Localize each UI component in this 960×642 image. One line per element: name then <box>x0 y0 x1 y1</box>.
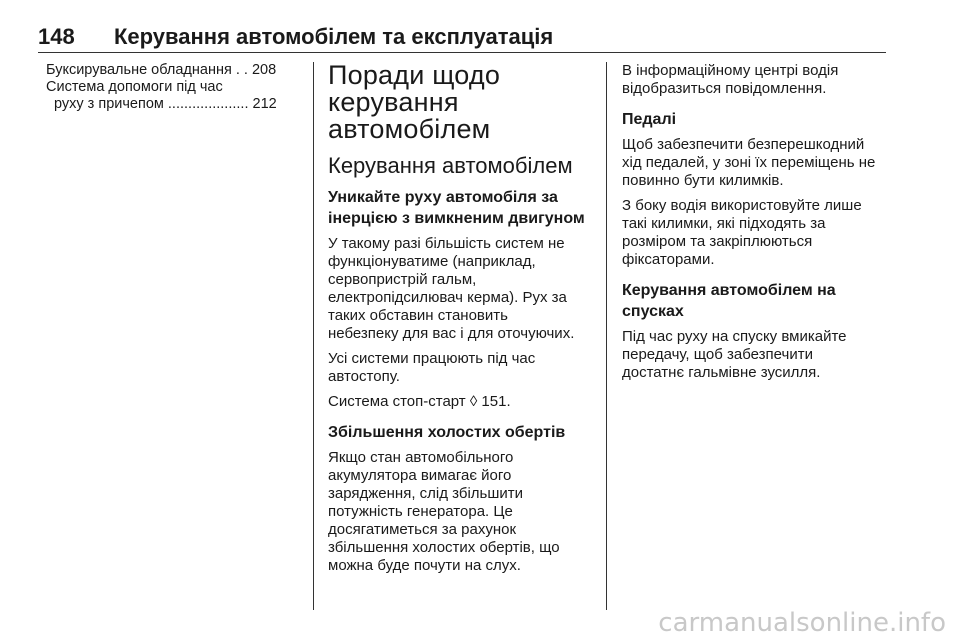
heading-line: керування <box>328 87 459 117</box>
text-line: зарядження, слід збільшити <box>328 485 524 502</box>
text-line: автостопу. <box>328 368 400 385</box>
heading-line: Уникайте руху автомобіля за <box>328 189 558 206</box>
text-line: можна буде почути на слух. <box>328 557 521 574</box>
cross-reference[interactable]: Система стоп-старт ◊ 151. <box>328 393 511 410</box>
text-line: акумулятора вимагає його <box>328 467 512 484</box>
topic-heading <box>328 187 592 229</box>
text-line: досягатиметься за рахунок <box>328 521 517 538</box>
text-line: небезпеку для вас і для оточуючих. <box>328 325 575 342</box>
heading-line: автомобілем <box>328 114 491 144</box>
text-line: В інформаційному центрі водія <box>622 62 839 79</box>
text-line: електропідсилювач керма). Рух за <box>328 289 567 306</box>
text-line: сервопристрій гальм, <box>328 271 477 288</box>
paragraph <box>328 350 592 386</box>
paragraph <box>622 328 886 382</box>
topic-heading: Педалі <box>622 111 677 128</box>
text-line: відобразиться повідомлення. <box>622 80 827 97</box>
paragraph <box>622 136 886 190</box>
toc-entry[interactable]: Система допомоги під час <box>46 79 223 95</box>
toc-entry[interactable]: руху з причепом .................... 212 <box>54 96 277 112</box>
watermark: carmanualsonline.info <box>658 608 946 638</box>
heading-line: Керування автомобілем на <box>622 282 836 299</box>
toc-entry[interactable]: Буксирувальне обладнання . . 208 <box>46 62 277 78</box>
paragraph <box>622 197 886 269</box>
text-line: З боку водія використовуйте лише <box>622 197 862 214</box>
topic-heading <box>622 280 886 322</box>
section-heading <box>328 62 592 143</box>
content-column-2 <box>328 62 592 582</box>
text-line: функціонуватиме (наприклад, <box>328 253 536 270</box>
text-line: У такому разі більшість систем не <box>328 235 565 252</box>
toc-column <box>46 62 302 113</box>
text-line: потужність генератора. Це <box>328 503 513 520</box>
page-title: Керування автомобілем та експлуатація <box>114 24 554 49</box>
content-column-3 <box>622 62 886 389</box>
text-line: достатнє гальмівне зусилля. <box>622 364 821 381</box>
paragraph <box>328 235 592 343</box>
text-line: фіксаторами. <box>622 251 715 268</box>
page-header <box>38 24 886 53</box>
column-divider-1 <box>313 62 314 610</box>
text-line: повинно бути килимків. <box>622 172 784 189</box>
text-line: розміром та закріплюються <box>622 233 813 250</box>
subsection-heading: Керування автомобілем <box>328 153 573 178</box>
text-line: хід педалей, у зоні їх переміщень не <box>622 154 876 171</box>
paragraph <box>622 62 886 98</box>
text-line: передачу, щоб забезпечити <box>622 346 813 363</box>
text-line: збільшення холостих обертів, що <box>328 539 560 556</box>
page-number: 148 <box>38 24 75 49</box>
text-line: Під час руху на спуску вмикайте <box>622 328 847 345</box>
text-line: Усі системи працюють під час <box>328 350 536 367</box>
text-line: Щоб забезпечити безперешкодний <box>622 136 865 153</box>
column-divider-2 <box>606 62 607 610</box>
topic-heading: Збільшення холостих обертів <box>328 424 566 441</box>
text-line: Якщо стан автомобільного <box>328 449 514 466</box>
heading-line: Поради щодо <box>328 60 501 90</box>
text-line: такі килимки, які підходять за <box>622 215 826 232</box>
paragraph <box>328 449 592 575</box>
heading-line: інерцією з вимкненим двигуном <box>328 210 585 227</box>
heading-line: спусках <box>622 303 684 320</box>
text-line: таких обставин становить <box>328 307 508 324</box>
